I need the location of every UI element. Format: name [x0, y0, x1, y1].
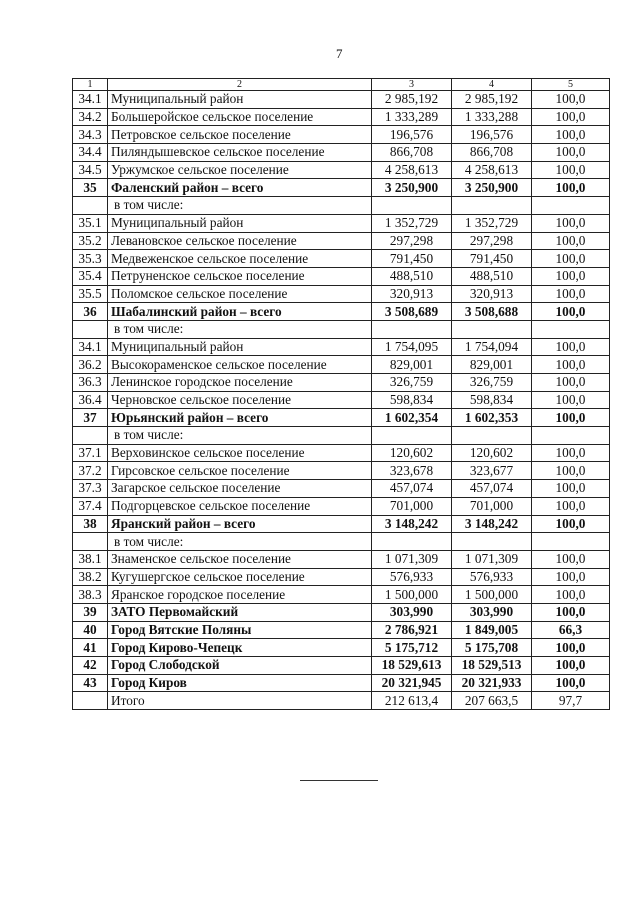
actual-amount-cell — [452, 320, 532, 338]
percent-cell: 100,0 — [532, 515, 610, 533]
header-cell-4: 4 — [452, 79, 532, 91]
row-number-cell — [73, 692, 108, 710]
percent-cell: 97,7 — [532, 692, 610, 710]
percent-cell: 100,0 — [532, 674, 610, 692]
row-name-cell: Уржумское сельское поселение — [108, 161, 372, 179]
row-number-cell: 43 — [73, 674, 108, 692]
actual-amount-cell: 303,990 — [452, 603, 532, 621]
percent-cell — [532, 197, 610, 215]
row-number-cell: 36.3 — [73, 374, 108, 392]
row-name-cell: Загарское сельское поселение — [108, 480, 372, 498]
row-number-cell: 35.2 — [73, 232, 108, 250]
planned-amount-cell: 488,510 — [372, 267, 452, 285]
row-number-cell — [73, 320, 108, 338]
table-row — [73, 374, 610, 392]
planned-amount-cell: 2 985,192 — [372, 91, 452, 109]
table-header-row — [73, 79, 610, 91]
row-name-cell: в том числе: — [108, 197, 372, 215]
planned-amount-cell: 297,298 — [372, 232, 452, 250]
actual-amount-cell: 701,000 — [452, 497, 532, 515]
planned-amount-cell: 2 786,921 — [372, 621, 452, 639]
table-row — [73, 586, 610, 604]
actual-amount-cell: 120,602 — [452, 444, 532, 462]
row-number-cell: 37.2 — [73, 462, 108, 480]
planned-amount-cell: 1 754,095 — [372, 338, 452, 356]
row-name-cell: Большеройское сельское поселение — [108, 108, 372, 126]
percent-cell: 100,0 — [532, 267, 610, 285]
actual-amount-cell: 488,510 — [452, 267, 532, 285]
table-row — [73, 232, 610, 250]
table-row — [73, 267, 610, 285]
percent-cell: 66,3 — [532, 621, 610, 639]
table-row — [73, 462, 610, 480]
percent-cell: 100,0 — [532, 232, 610, 250]
row-name-cell: Знаменское сельское поселение — [108, 550, 372, 568]
percent-cell: 100,0 — [532, 144, 610, 162]
percent-cell: 100,0 — [532, 214, 610, 232]
planned-amount-cell: 212 613,4 — [372, 692, 452, 710]
row-number-cell: 35.5 — [73, 285, 108, 303]
row-name-cell: ЗАТО Первомайский — [108, 603, 372, 621]
table-row — [73, 391, 610, 409]
table-row — [73, 639, 610, 657]
planned-amount-cell: 866,708 — [372, 144, 452, 162]
percent-cell: 100,0 — [532, 462, 610, 480]
row-number-cell: 38 — [73, 515, 108, 533]
table-row — [73, 356, 610, 374]
percent-cell — [532, 427, 610, 445]
table-row — [73, 303, 610, 321]
allocation-table — [72, 78, 610, 710]
table-row — [73, 621, 610, 639]
actual-amount-cell — [452, 197, 532, 215]
planned-amount-cell: 323,678 — [372, 462, 452, 480]
planned-amount-cell: 791,450 — [372, 250, 452, 268]
planned-amount-cell: 701,000 — [372, 497, 452, 515]
row-name-cell: Город Киров — [108, 674, 372, 692]
actual-amount-cell: 1 500,000 — [452, 586, 532, 604]
percent-cell: 100,0 — [532, 338, 610, 356]
percent-cell: 100,0 — [532, 374, 610, 392]
percent-cell: 100,0 — [532, 356, 610, 374]
row-number-cell: 34.3 — [73, 126, 108, 144]
actual-amount-cell: 4 258,613 — [452, 161, 532, 179]
actual-amount-cell: 576,933 — [452, 568, 532, 586]
percent-cell: 100,0 — [532, 480, 610, 498]
planned-amount-cell: 120,602 — [372, 444, 452, 462]
row-number-cell: 34.1 — [73, 338, 108, 356]
actual-amount-cell: 196,576 — [452, 126, 532, 144]
row-name-cell: Муниципальный район — [108, 338, 372, 356]
row-number-cell: 38.1 — [73, 550, 108, 568]
row-name-cell: Подгорцевское сельское поселение — [108, 497, 372, 515]
row-name-cell: Город Кирово-Чепецк — [108, 639, 372, 657]
row-number-cell: 34.2 — [73, 108, 108, 126]
planned-amount-cell: 3 250,900 — [372, 179, 452, 197]
table-row — [73, 197, 610, 215]
table-row — [73, 161, 610, 179]
row-name-cell: в том числе: — [108, 427, 372, 445]
percent-cell: 100,0 — [532, 639, 610, 657]
percent-cell: 100,0 — [532, 161, 610, 179]
planned-amount-cell: 303,990 — [372, 603, 452, 621]
table-row — [73, 126, 610, 144]
table-row — [73, 214, 610, 232]
planned-amount-cell: 326,759 — [372, 374, 452, 392]
row-name-cell: Верховинское сельское поселение — [108, 444, 372, 462]
table-row — [73, 250, 610, 268]
percent-cell: 100,0 — [532, 444, 610, 462]
row-number-cell: 36.4 — [73, 391, 108, 409]
planned-amount-cell: 320,913 — [372, 285, 452, 303]
actual-amount-cell: 5 175,708 — [452, 639, 532, 657]
actual-amount-cell: 829,001 — [452, 356, 532, 374]
row-number-cell: 39 — [73, 603, 108, 621]
percent-cell: 100,0 — [532, 250, 610, 268]
planned-amount-cell: 5 175,712 — [372, 639, 452, 657]
table-row — [73, 108, 610, 126]
row-name-cell: Черновское сельское поселение — [108, 391, 372, 409]
table-row — [73, 427, 610, 445]
percent-cell: 100,0 — [532, 568, 610, 586]
table-row — [73, 444, 610, 462]
actual-amount-cell: 598,834 — [452, 391, 532, 409]
planned-amount-cell: 457,074 — [372, 480, 452, 498]
actual-amount-cell: 297,298 — [452, 232, 532, 250]
actual-amount-cell — [452, 427, 532, 445]
actual-amount-cell: 326,759 — [452, 374, 532, 392]
table-row — [73, 515, 610, 533]
row-name-cell: Пиляндышевское сельское поселение — [108, 144, 372, 162]
row-number-cell: 36.2 — [73, 356, 108, 374]
planned-amount-cell: 196,576 — [372, 126, 452, 144]
row-number-cell: 37.1 — [73, 444, 108, 462]
planned-amount-cell — [372, 197, 452, 215]
row-name-cell: в том числе: — [108, 533, 372, 551]
row-name-cell: Муниципальный район — [108, 91, 372, 109]
planned-amount-cell: 1 071,309 — [372, 550, 452, 568]
row-name-cell: Медвеженское сельское поселение — [108, 250, 372, 268]
actual-amount-cell: 1 754,094 — [452, 338, 532, 356]
header-cell-1: 1 — [73, 79, 108, 91]
row-name-cell: Муниципальный район — [108, 214, 372, 232]
row-number-cell: 37.4 — [73, 497, 108, 515]
percent-cell: 100,0 — [532, 285, 610, 303]
table-body — [73, 79, 610, 710]
actual-amount-cell: 1 333,288 — [452, 108, 532, 126]
footer-divider — [300, 780, 378, 781]
row-number-cell: 36 — [73, 303, 108, 321]
table-row — [73, 285, 610, 303]
percent-cell: 100,0 — [532, 91, 610, 109]
row-number-cell: 35 — [73, 179, 108, 197]
row-name-cell: в том числе: — [108, 320, 372, 338]
row-number-cell: 37.3 — [73, 480, 108, 498]
planned-amount-cell: 3 148,242 — [372, 515, 452, 533]
row-number-cell: 35.4 — [73, 267, 108, 285]
percent-cell: 100,0 — [532, 409, 610, 427]
header-cell-2: 2 — [108, 79, 372, 91]
header-cell-3: 3 — [372, 79, 452, 91]
row-name-cell: Высокораменское сельское поселение — [108, 356, 372, 374]
row-number-cell: 34.4 — [73, 144, 108, 162]
actual-amount-cell: 3 250,900 — [452, 179, 532, 197]
row-name-cell: Фаленский район – всего — [108, 179, 372, 197]
row-name-cell: Шабалинский район – всего — [108, 303, 372, 321]
row-name-cell: Кугушергское сельское поселение — [108, 568, 372, 586]
row-number-cell — [73, 197, 108, 215]
actual-amount-cell: 1 352,729 — [452, 214, 532, 232]
row-name-cell: Итого — [108, 692, 372, 710]
page-number: 7 — [336, 46, 343, 61]
header-cell-5: 5 — [532, 79, 610, 91]
table-row — [73, 480, 610, 498]
table-row — [73, 533, 610, 551]
table-row — [73, 497, 610, 515]
actual-amount-cell: 20 321,933 — [452, 674, 532, 692]
planned-amount-cell: 4 258,613 — [372, 161, 452, 179]
actual-amount-cell: 1 602,353 — [452, 409, 532, 427]
row-name-cell: Ленинское городское поселение — [108, 374, 372, 392]
table-row — [73, 320, 610, 338]
planned-amount-cell: 1 602,354 — [372, 409, 452, 427]
actual-amount-cell: 1 071,309 — [452, 550, 532, 568]
actual-amount-cell: 2 985,192 — [452, 91, 532, 109]
planned-amount-cell: 20 321,945 — [372, 674, 452, 692]
planned-amount-cell: 576,933 — [372, 568, 452, 586]
planned-amount-cell — [372, 427, 452, 445]
actual-amount-cell: 3 508,688 — [452, 303, 532, 321]
row-name-cell: Юрьянский район – всего — [108, 409, 372, 427]
planned-amount-cell: 1 352,729 — [372, 214, 452, 232]
row-number-cell: 34.5 — [73, 161, 108, 179]
table-row — [73, 568, 610, 586]
row-number-cell — [73, 427, 108, 445]
row-name-cell: Петруненское сельское поселение — [108, 267, 372, 285]
table-row — [73, 179, 610, 197]
percent-cell: 100,0 — [532, 586, 610, 604]
row-name-cell: Яранское городское поселение — [108, 586, 372, 604]
row-number-cell: 34.1 — [73, 91, 108, 109]
row-name-cell: Яранский район – всего — [108, 515, 372, 533]
row-number-cell — [73, 533, 108, 551]
percent-cell: 100,0 — [532, 657, 610, 675]
table-row — [73, 91, 610, 109]
planned-amount-cell: 829,001 — [372, 356, 452, 374]
actual-amount-cell: 207 663,5 — [452, 692, 532, 710]
table-row — [73, 409, 610, 427]
percent-cell: 100,0 — [532, 550, 610, 568]
planned-amount-cell: 3 508,689 — [372, 303, 452, 321]
planned-amount-cell: 1 500,000 — [372, 586, 452, 604]
actual-amount-cell: 320,913 — [452, 285, 532, 303]
table-row — [73, 144, 610, 162]
planned-amount-cell: 18 529,613 — [372, 657, 452, 675]
row-name-cell: Поломское сельское поселение — [108, 285, 372, 303]
percent-cell: 100,0 — [532, 603, 610, 621]
actual-amount-cell: 18 529,513 — [452, 657, 532, 675]
planned-amount-cell — [372, 320, 452, 338]
row-name-cell: Город Слободской — [108, 657, 372, 675]
percent-cell: 100,0 — [532, 108, 610, 126]
percent-cell — [532, 320, 610, 338]
percent-cell — [532, 533, 610, 551]
row-name-cell: Левановское сельское поселение — [108, 232, 372, 250]
actual-amount-cell — [452, 533, 532, 551]
row-number-cell: 41 — [73, 639, 108, 657]
actual-amount-cell: 457,074 — [452, 480, 532, 498]
planned-amount-cell: 1 333,289 — [372, 108, 452, 126]
row-number-cell: 37 — [73, 409, 108, 427]
table-row — [73, 338, 610, 356]
table-row — [73, 603, 610, 621]
table-row — [73, 692, 610, 710]
actual-amount-cell: 791,450 — [452, 250, 532, 268]
row-number-cell: 38.3 — [73, 586, 108, 604]
percent-cell: 100,0 — [532, 179, 610, 197]
actual-amount-cell: 3 148,242 — [452, 515, 532, 533]
table-row — [73, 674, 610, 692]
table-row — [73, 550, 610, 568]
actual-amount-cell: 866,708 — [452, 144, 532, 162]
percent-cell: 100,0 — [532, 303, 610, 321]
row-number-cell: 38.2 — [73, 568, 108, 586]
percent-cell: 100,0 — [532, 126, 610, 144]
actual-amount-cell: 1 849,005 — [452, 621, 532, 639]
planned-amount-cell: 598,834 — [372, 391, 452, 409]
row-number-cell: 35.1 — [73, 214, 108, 232]
row-name-cell: Петровское сельское поселение — [108, 126, 372, 144]
table-row — [73, 657, 610, 675]
planned-amount-cell — [372, 533, 452, 551]
row-number-cell: 40 — [73, 621, 108, 639]
actual-amount-cell: 323,677 — [452, 462, 532, 480]
row-name-cell: Гирсовское сельское поселение — [108, 462, 372, 480]
row-number-cell: 35.3 — [73, 250, 108, 268]
percent-cell: 100,0 — [532, 391, 610, 409]
percent-cell: 100,0 — [532, 497, 610, 515]
row-number-cell: 42 — [73, 657, 108, 675]
row-name-cell: Город Вятские Поляны — [108, 621, 372, 639]
